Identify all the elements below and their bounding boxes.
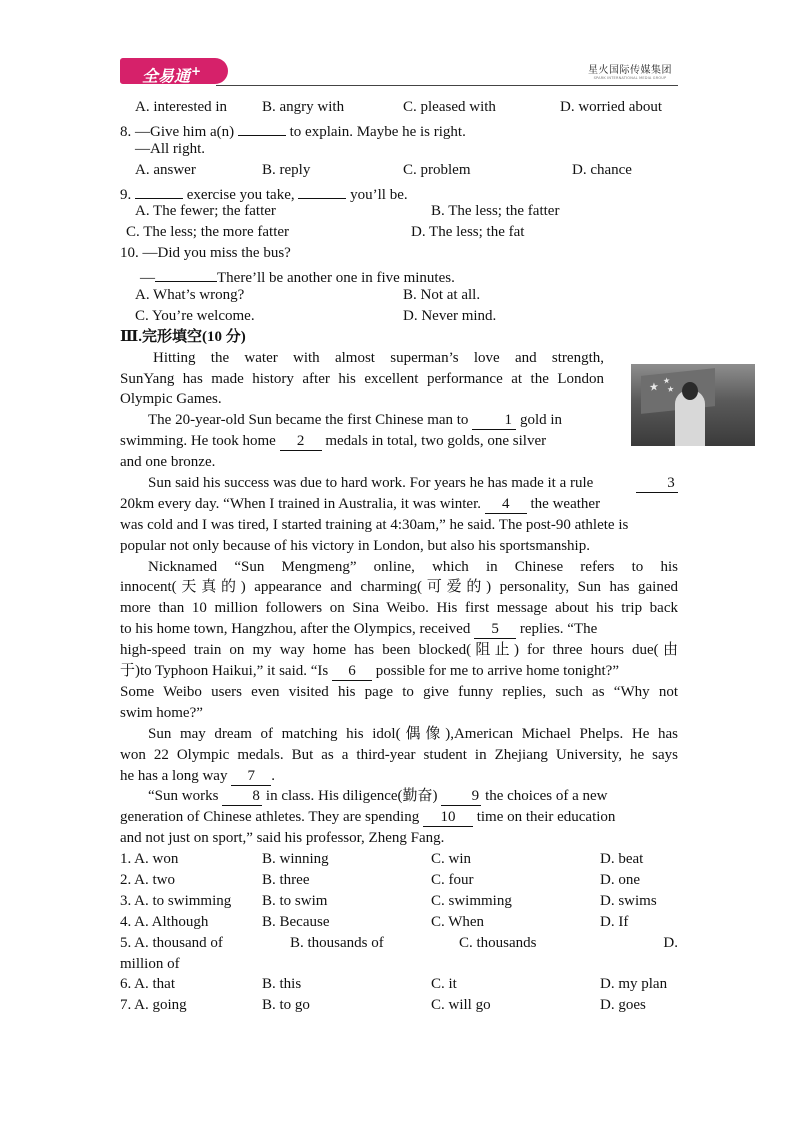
q8-text-end: to explain. Maybe he is right. (289, 123, 466, 140)
q10-options-row-2 (120, 306, 678, 327)
cloze-3-option-c: C. swimming (431, 892, 512, 909)
cloze-options-row-6 (120, 974, 678, 995)
q9-text-mid: exercise you take, (186, 186, 295, 203)
passage-text: “Sun works (148, 788, 219, 805)
cloze-2-option-d: D. one (600, 871, 640, 888)
passage-p2-line: and one bronze. (120, 454, 216, 471)
passage-p4-line: more than 10 million followers on Sina Weibo. His first message about his trip back (120, 600, 678, 617)
cloze-options-row-2 (120, 870, 678, 891)
cloze-7-option-d: D. goes (600, 997, 646, 1014)
q8-option-b: B. reply (262, 161, 311, 178)
q7-option-c: C. pleased with (403, 99, 496, 115)
q10-option-d: D. Never mind. (403, 307, 497, 324)
passage-p4-line: Some Weibo users even visited his page to give funny replies, such as “Why not (120, 683, 678, 700)
cloze-blank-4: 4 (485, 496, 527, 514)
cloze-4-option-a: 4. A. Although (120, 913, 209, 930)
passage-p4-line (120, 619, 678, 640)
star-icon: ★ (663, 375, 671, 386)
cloze-1-option-a: 1. A. won (120, 851, 179, 868)
q9-blank-2 (298, 181, 346, 199)
cloze-2-option-c: C. four (431, 871, 474, 888)
q9-options-row-1 (120, 201, 678, 222)
page-header (120, 55, 678, 89)
passage-p4-line (120, 661, 678, 682)
cloze-blank-7: 7 (231, 768, 271, 786)
cloze-5-option-a: 5. A. thousand of (120, 934, 223, 951)
passage-text: medals in total, two golds, one silver (325, 433, 547, 450)
q10-reply-text: There’ll be another one in five minutes. (217, 270, 455, 287)
passage-p1-line: SunYang has made history after his excellent performance at the London (120, 370, 604, 387)
q9-blank-1 (135, 181, 183, 199)
q8-text-start: 8. —Give him a(n) (120, 123, 235, 140)
logo-text: 全易通 (142, 66, 191, 86)
passage-text: to his home town, Hangzhou, after the Olympics, received (120, 621, 471, 638)
passage-p3-line: was cold and I was tired, I started training at 4:30am,” he said. The post-90 athlete is (120, 516, 629, 533)
passage-text: The 20-year-old Sun became the first Chinese man to (148, 412, 469, 429)
q7-options-row (120, 97, 678, 118)
passage-p6-line: and not just on sport,” said his professor, Zheng Fang. (120, 830, 445, 847)
q9-option-c: C. The less; the more fatter (126, 224, 290, 241)
star-icon: ★ (667, 384, 675, 395)
passage-p5-line: won 22 Olympic medals. But as a third-year student in Zhejiang University, he says (120, 746, 678, 763)
cloze-blank-3: 3 (636, 475, 678, 493)
passage-p6-line (120, 807, 678, 828)
cloze-options-row-5 (120, 933, 678, 954)
passage-p2-line (120, 410, 604, 431)
q9-option-d: D. The less; the fat (411, 224, 525, 241)
passage-p4-line: Nicknamed “Sun Mengmeng” online, which in Chinese refers to his (148, 558, 678, 575)
cloze-options-row-1 (120, 849, 678, 870)
cloze-6-option-c: C. it (431, 976, 457, 993)
passage-p1-line: Olympic Games. (120, 391, 222, 408)
q10-question: 10. —Did you miss the bus? (120, 245, 291, 262)
q8-option-a: A. answer (135, 161, 196, 178)
brand-name-cn: 星火国际传媒集团 (588, 65, 672, 76)
q10-option-c: C. You’re welcome. (135, 307, 255, 324)
cloze-5-option-d: D. (663, 934, 678, 951)
cloze-blank-1: 1 (472, 412, 516, 430)
passage-p3-line (120, 494, 678, 515)
cloze-6-option-d: D. my plan (600, 976, 668, 993)
q10-option-b: B. Not at all. (403, 287, 481, 304)
q8-question (120, 118, 678, 139)
passage-text: Sun said his success was due to hard work. For years he has made it a rule (148, 475, 594, 492)
cloze-options-row-4 (120, 912, 678, 933)
cloze-1-option-d: D. beat (600, 851, 644, 868)
q7-option-a: A. interested in (135, 99, 228, 115)
q8-reply: —All right. (135, 140, 205, 157)
cloze-3-option-b: B. to swim (262, 892, 328, 909)
brand-block (588, 61, 672, 80)
passage-text: 20km every day. “When I trained in Australia, it was winter. (120, 495, 482, 512)
passage-text: replies. “The (519, 621, 598, 638)
passage-text: swimming. He took home (120, 433, 276, 450)
q9-options-row-2 (120, 222, 678, 243)
header-rule (216, 85, 678, 86)
cloze-3-option-d: D. swims (600, 892, 657, 909)
section-heading: Ⅲ.完形填空(10 分) (120, 328, 246, 345)
passage-text: gold in (519, 412, 563, 429)
cloze-blank-2: 2 (280, 433, 322, 451)
cloze-1-option-b: B. winning (262, 851, 329, 868)
cloze-7-option-a: 7. A. going (120, 997, 187, 1014)
passage-text: possible for me to arrive home tonight?” (375, 663, 620, 680)
q10-dash: — (140, 270, 155, 287)
q9-number: 9. (120, 186, 132, 203)
passage-p3-line (120, 473, 678, 494)
cloze-options-row-3 (120, 891, 678, 912)
logo-plus: + (191, 64, 202, 78)
star-icon: ★ (649, 381, 659, 395)
brand-name-en: SPARK INTERNATIONAL MEDIA GROUP (593, 76, 667, 80)
cloze-4-option-b: B. Because (262, 913, 330, 930)
publisher-logo (120, 58, 228, 84)
cloze-blank-10: 10 (423, 809, 473, 827)
cloze-6-option-a: 6. A. that (120, 976, 175, 993)
passage-p6-line (120, 786, 678, 807)
q10-option-a: A. What’s wrong? (135, 287, 245, 304)
cloze-1-option-c: C. win (431, 851, 472, 868)
cloze-5-option-d-wrap: million of (120, 955, 180, 972)
cloze-2-option-a: 2. A. two (120, 871, 176, 888)
q8-option-d: D. chance (572, 161, 632, 178)
q8-blank (238, 118, 286, 136)
cloze-blank-6: 6 (332, 663, 372, 681)
passage-text: he has a long way (120, 767, 228, 784)
cloze-options-row-7 (120, 995, 678, 1016)
cloze-3-option-a: 3. A. to swimming (120, 892, 232, 909)
passage-text: the weather (530, 495, 601, 512)
passage-p4-line: high-speed train on my way home has been blocked(阻止) for three hours due(由 (120, 642, 678, 659)
q7-option-b: B. angry with (262, 99, 345, 115)
cloze-blank-5: 5 (474, 621, 516, 639)
q7-option-d: D. worried about (560, 99, 663, 115)
q9-option-b: B. The less; the fatter (431, 203, 560, 220)
cloze-4-option-d: D. If (600, 913, 629, 930)
passage-p5-line: Sun may dream of matching his idol(偶像),American Michael Phelps. He has (148, 725, 678, 742)
passage-text: in class. His diligence(勤奋) (265, 788, 438, 805)
q9-question (120, 181, 678, 202)
q8-options-row (120, 160, 678, 181)
passage-text: 于)to Typhoon Haikui,” it said. “Is (120, 663, 329, 680)
q10-options-row-1 (120, 285, 678, 306)
cloze-7-option-c: C. will go (431, 997, 491, 1014)
cloze-5-option-b: B. thousands of (290, 934, 384, 951)
passage-text: the choices of a new (485, 788, 608, 805)
page-content (120, 97, 678, 1016)
passage-text: time on their education (476, 809, 616, 826)
q10-blank (155, 264, 217, 282)
passage-p4-line: swim home?” (120, 704, 203, 721)
q9-text-end: you’ll be. (350, 186, 408, 203)
q9-option-a: A. The fewer; the fatter (135, 203, 276, 220)
passage-p2-line (120, 431, 604, 452)
cloze-5-option-c: C. thousands (459, 934, 537, 951)
passage-p4-line: innocent(天真的) appearance and charming(可爱的) personality, Sun has gained (120, 579, 678, 596)
passage-p3-line: popular not only because of his victory in London, but also his sportsmanship. (120, 537, 590, 554)
passage-text: . (271, 767, 275, 784)
q10-reply (120, 264, 678, 285)
passage-text: generation of Chinese athletes. They are spending (120, 809, 420, 826)
q8-option-c: C. problem (403, 161, 471, 178)
athlete-head (682, 382, 698, 400)
cloze-blank-8: 8 (222, 788, 262, 806)
cloze-7-option-b: B. to go (262, 997, 310, 1014)
cloze-2-option-b: B. three (262, 871, 310, 888)
passage-p5-line (120, 766, 678, 787)
passage-p1-line: Hitting the water with almost superman’s love and strength, (153, 349, 604, 366)
cloze-4-option-c: C. When (431, 913, 485, 930)
cloze-6-option-b: B. this (262, 976, 302, 993)
cloze-blank-9: 9 (441, 788, 481, 806)
